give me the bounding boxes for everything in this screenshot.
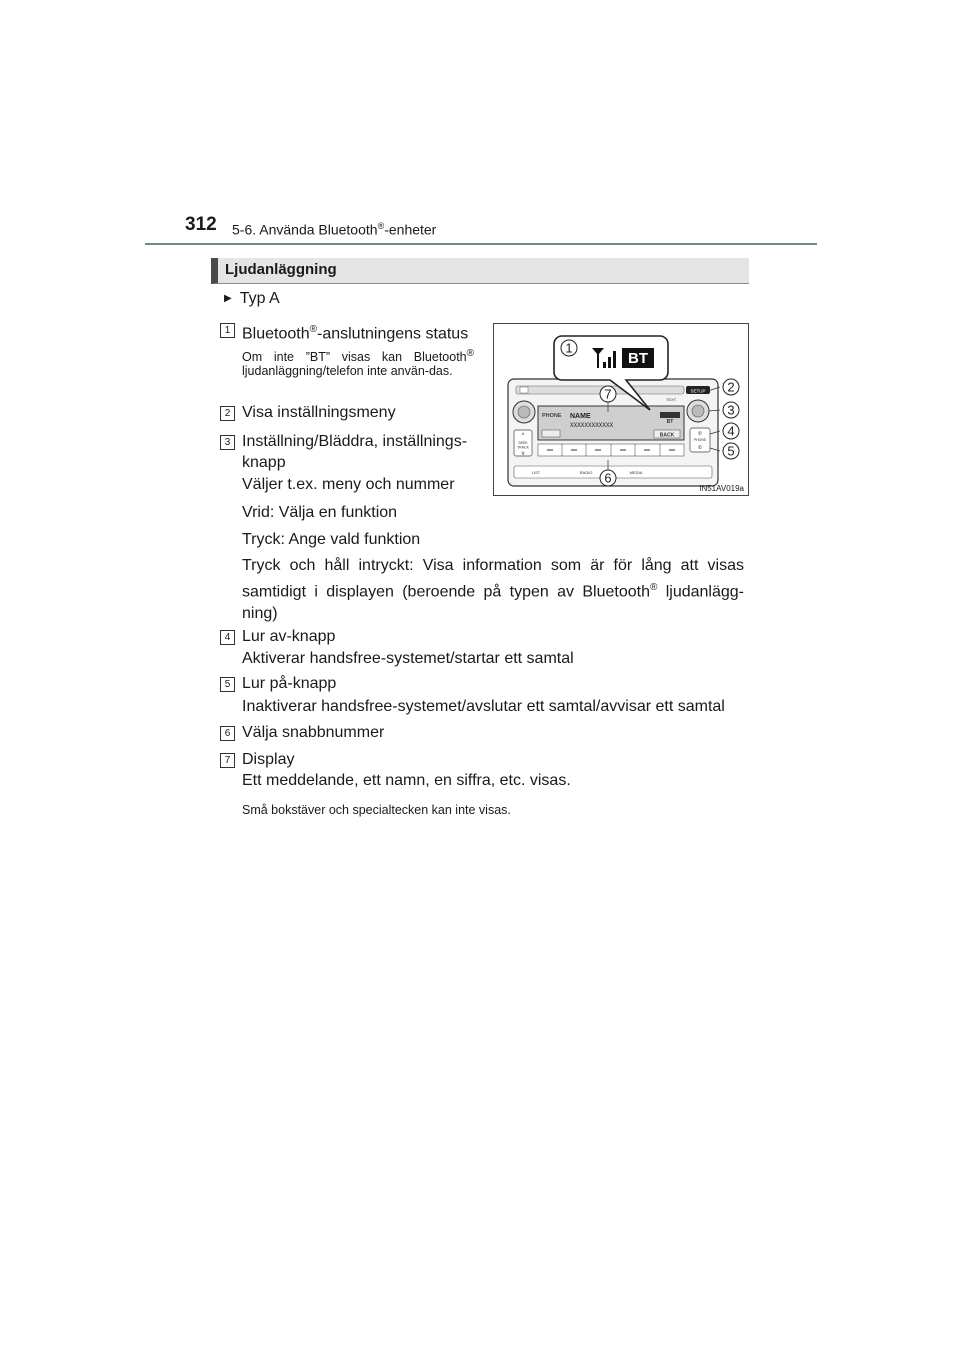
chapter-title: 5-6. Använda Bluetooth®-enheter	[232, 221, 437, 238]
display-name: NAME	[570, 413, 591, 420]
item-7-title: Display	[242, 751, 295, 768]
audio-unit-figure	[493, 323, 749, 496]
bt-icon-label: BT	[628, 350, 648, 367]
item-1-note: Om inte ”BT” visas kan Bluetooth® ljudanläggning/telefon inte använ-das.	[242, 348, 474, 379]
callout-3-label: 3	[727, 402, 735, 418]
item-3-title-line1: Inställning/Bläddra, inställnings-	[242, 433, 468, 450]
item-3-hold: Tryck och håll intryckt: Visa information som är för lång att visas samtidigt i displayen (beroende på typen av Bluetooth® ljudanlägg-ning)	[242, 557, 745, 623]
list-button-label: LIST	[531, 470, 541, 475]
seek-down-icon: v	[521, 451, 525, 457]
callout-7-label: 7	[604, 386, 612, 402]
type-label: ▶ Typ A	[224, 290, 280, 307]
callout-1-label: 1	[565, 340, 573, 356]
item-6-title: Välja snabbnummer	[242, 724, 385, 741]
display-softkey	[542, 430, 560, 437]
text-button-label: TEXT	[666, 397, 677, 402]
callout-5-label: 5	[727, 443, 735, 459]
phone-label: PHONE	[693, 438, 707, 442]
section-heading: Ljudanläggning	[211, 258, 749, 284]
item-7-desc: Ett meddelande, ett namn, en siffra, etc. visas.	[242, 772, 571, 789]
display-back-label: BACK	[659, 432, 675, 439]
item-5-desc: Inaktiverar handsfree-systemet/avslutar ett samtal/avvisar ett samtal	[242, 698, 725, 715]
callout-6-label: 6	[604, 470, 612, 486]
audio-unit-illustration	[494, 324, 748, 495]
eject-button	[520, 387, 528, 393]
on-hook-icon: ✆	[697, 445, 703, 451]
seek-up-icon: ^	[521, 433, 525, 439]
item-number-6: 6	[220, 726, 235, 741]
media-button-label: MEDIA	[629, 470, 643, 475]
off-hook-icon: ✆	[697, 431, 703, 437]
display-digits: XXXXXXXXXXXX	[570, 422, 614, 429]
item-2-title: Visa inställningsmeny	[242, 404, 396, 421]
item-number-1: 1	[220, 323, 235, 338]
item-number-7: 7	[220, 753, 235, 768]
page-number: 312	[185, 214, 217, 235]
item-3-desc: Väljer t.ex. meny och nummer	[242, 476, 455, 493]
item-4-desc: Aktiverar handsfree-systemet/startar ett samtal	[242, 650, 574, 667]
item-4-title: Lur av-knapp	[242, 628, 336, 645]
item-5-title: Lur på-knapp	[242, 675, 337, 692]
item-3-press: Tryck: Ange vald funktion	[242, 531, 421, 548]
triangle-bullet-icon: ▶	[224, 293, 232, 304]
item-number-2: 2	[220, 406, 235, 421]
figure-code: IN51AV019a	[699, 484, 744, 493]
radio-button-label: RADIO	[579, 470, 593, 475]
header-divider	[145, 243, 817, 245]
display-phone-label: PHONE	[542, 413, 562, 419]
display-signal-box	[660, 412, 680, 418]
track-label: TRACK	[517, 445, 529, 450]
callout-2-label: 2	[727, 379, 735, 395]
display-bt-indicator: BT	[666, 419, 674, 425]
seek-label: SEEK	[518, 441, 528, 445]
tune-select-knob-inner	[692, 405, 704, 417]
item-number-4: 4	[220, 630, 235, 645]
item-3-title-line2: knapp	[242, 454, 286, 471]
item-1-title: Bluetooth®-anslutningens status	[242, 324, 469, 343]
volume-knob-inner	[518, 406, 530, 418]
item-7-note: Små bokstäver och specialtecken kan inte visas.	[242, 803, 511, 817]
callout-4-label: 4	[727, 423, 735, 439]
item-number-3: 3	[220, 435, 235, 450]
item-3-turn: Vrid: Välja en funktion	[242, 504, 398, 521]
item-number-5: 5	[220, 677, 235, 692]
setup-button-label: SETUP	[690, 388, 706, 394]
